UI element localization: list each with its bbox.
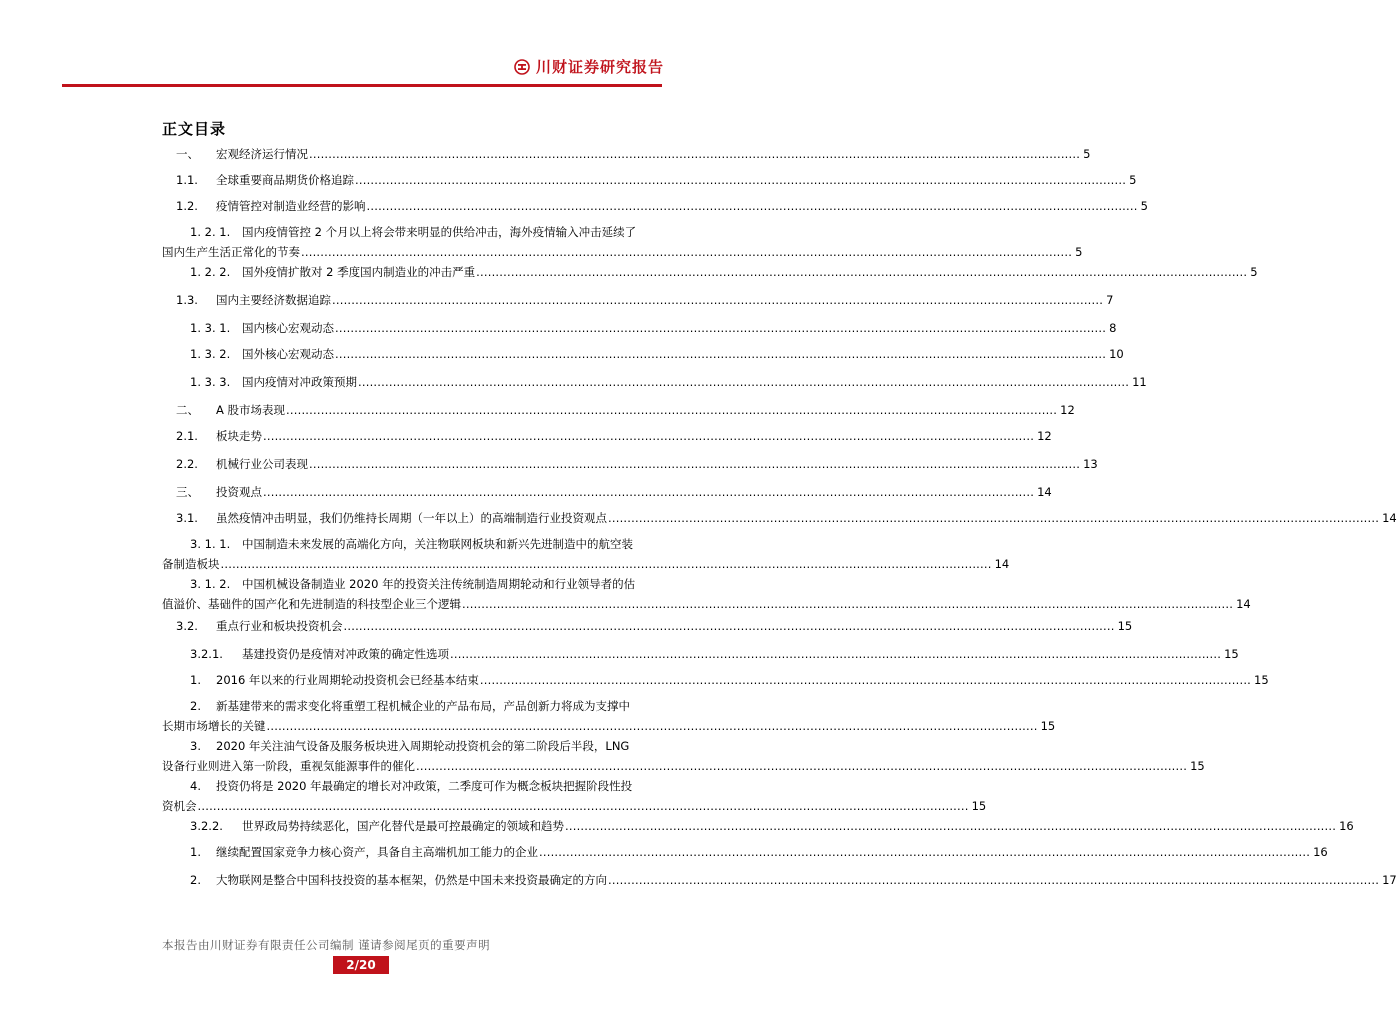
toc-entry-number: 1. 3. 3. [190, 375, 231, 389]
toc-entry-number: 1.2. [176, 199, 198, 213]
brand-name: 川财证券研究报告 [535, 58, 664, 76]
toc-entry-page: 5 [1083, 147, 1091, 161]
toc-entry-text: 设备行业则进入第一阶段，重视気能源事件的催化 [162, 759, 415, 773]
toc-entry-page: 14 [1382, 511, 1397, 525]
toc-entry-text: 国内疫情对冲政策预期 [242, 375, 357, 389]
toc-entry-text: 国内核心宏观动态 [242, 321, 334, 335]
dot-leader [355, 172, 1126, 188]
dot-leader [221, 556, 992, 572]
dot-leader [332, 292, 1103, 308]
toc-entry-text: 大物联网是整合中国科技投资的基本框架，仍然是中国未来投资最确定的方向 [216, 873, 607, 887]
toc-entry-number: 4. [190, 779, 201, 793]
toc-entry-text-line1: 国内疫情管控 2 个月以上将会带来明显的供给冲击，海外疫情输入冲击延续了 [242, 225, 637, 239]
toc-entry-page: 5 [1250, 265, 1258, 279]
toc-entry-text: 宏观经济运行情况 [216, 147, 308, 161]
dot-leader [267, 718, 1038, 734]
toc-entry-number: 2.1. [176, 429, 198, 443]
toc-entry-page: 15 [971, 799, 987, 813]
dot-leader [476, 264, 1247, 280]
header-rule [62, 84, 662, 87]
dot-leader [309, 146, 1080, 162]
dot-leader [480, 672, 1251, 688]
toc-entry-number: 2.2. [176, 457, 198, 471]
dot-leader [344, 618, 1115, 634]
brand [514, 56, 664, 77]
footer-disclaimer: 本报告由川财证券有限责任公司编制 谨请参阅尾页的重要声明 [162, 938, 491, 952]
dot-leader [263, 428, 1034, 444]
toc-entry-page: 15 [1117, 619, 1133, 633]
toc-entry-text: 世界政局势持续恶化，国产化替代是最可控最确定的领域和趋势 [242, 819, 564, 833]
toc-entry-number: 3.2.1. [190, 647, 223, 661]
toc-entry-number: 1. 3. 1. [190, 321, 231, 335]
toc-entry-page: 5 [1075, 245, 1083, 259]
toc-entry-number: 1. 2. 1. [190, 225, 231, 239]
toc-entry-text: 国内生产生活正常化的节奏 [162, 245, 300, 259]
toc-entry-page: 11 [1132, 375, 1147, 389]
dot-leader [608, 872, 1379, 888]
dot-leader [416, 758, 1187, 774]
toc-entry-number: 2. [190, 699, 201, 713]
toc-entry-page: 16 [1313, 845, 1328, 859]
toc-entry-number: 1. 2. 2. [190, 265, 231, 279]
toc-entry-text: 全球重要商品期货价格追踪 [216, 173, 354, 187]
toc-entry-number: 3.1. [176, 511, 198, 525]
dot-leader [263, 484, 1034, 500]
dot-leader [198, 798, 969, 814]
toc-title: 正文目录 [162, 120, 227, 138]
toc-entry-page: 13 [1083, 457, 1098, 471]
toc-entry-page: 5 [1129, 173, 1137, 187]
toc-entry-number: 1. [190, 673, 201, 687]
chuancai-logo-icon [514, 59, 530, 75]
toc-entry-text: 继续配置国家竞争力核心资产，具备自主高端机加工能力的企业 [216, 845, 538, 859]
toc-entry-text: 2016 年以来的行业周期轮动投资机会已经基本结束 [216, 673, 479, 687]
toc-entry-page: 15 [1190, 759, 1205, 773]
toc-entry-number: 一、 [176, 147, 199, 161]
toc-entry-text: 重点行业和板块投资机会 [216, 619, 343, 633]
page-number-badge: 2/20 [333, 956, 389, 974]
toc-entry-page: 15 [1254, 673, 1269, 687]
toc-entry-text: 机械行业公司表现 [216, 457, 308, 471]
toc-entry-number: 1.3. [176, 293, 198, 307]
dot-leader [358, 374, 1129, 390]
dot-leader [539, 844, 1310, 860]
toc-entry-page: 15 [1040, 719, 1056, 733]
toc-entry-page: 15 [1224, 647, 1239, 661]
toc-entry-text: 备制造板块 [162, 557, 220, 571]
toc-entry-page: 10 [1109, 347, 1124, 361]
toc-entry-text: 板块走势 [216, 429, 262, 443]
dot-leader [462, 596, 1233, 612]
toc-entry-text: 疫情管控对制造业经营的影响 [216, 199, 366, 213]
dot-leader [608, 510, 1379, 526]
toc-entry-text: 国外核心宏观动态 [242, 347, 334, 361]
toc-entry-number: 3.2. [176, 619, 198, 633]
toc-entry-text-line1: 中国制造未来发展的高端化方向，关注物联网板块和新兴先进制造中的航空装 [242, 537, 633, 551]
dot-leader [335, 320, 1106, 336]
toc-entry-number: 1. [190, 845, 201, 859]
toc-entry-page: 7 [1106, 293, 1114, 307]
toc-entry-text: 国内主要经济数据追踪 [216, 293, 331, 307]
toc-entry-number: 三、 [176, 485, 199, 499]
toc-entry-number: 1.1. [176, 173, 198, 187]
toc-entry-number: 3. 1. 1. [190, 537, 231, 551]
dot-leader [335, 346, 1106, 362]
toc-entry-text: 值溢价、基础件的国产化和先进制造的科技型企业三个逻辑 [162, 597, 461, 611]
toc-entry-page: 16 [1339, 819, 1354, 833]
toc-entry-page: 12 [1037, 429, 1052, 443]
toc-entry-text-line1: 2020 年关注油气设备及服务板块进入周期轮动投资机会的第二阶段后半段，LNG [216, 739, 630, 753]
toc-entry-text-line1: 投资仍将是 2020 年最确定的增长对冲政策，二季度可作为概念板块把握阶段性投 [216, 779, 633, 793]
toc-entry-text: A 股市场表现 [216, 403, 286, 417]
toc-entry-number: 3. 1. 2. [190, 577, 231, 591]
dot-leader [309, 456, 1080, 472]
toc-entry-text: 投资观点 [216, 485, 262, 499]
toc-entry-text: 资机会 [162, 799, 197, 813]
toc-entry-page: 5 [1140, 199, 1148, 213]
dot-leader [367, 198, 1138, 214]
toc-entry-page: 12 [1060, 403, 1075, 417]
toc-entry-page: 14 [1236, 597, 1251, 611]
toc-entry-text: 基建投资仍是疫情对冲政策的确定性选项 [242, 647, 449, 661]
toc-entry-number: 1. 3. 2. [190, 347, 231, 361]
toc-entry-text-line1: 新基建带来的需求变化将重塑工程机械企业的产品布局，产品创新力将成为支撑中 [216, 699, 630, 713]
toc-entry-page: 14 [994, 557, 1010, 571]
toc-entry-number: 2. [190, 873, 201, 887]
toc-entry-page: 17 [1382, 873, 1397, 887]
toc-entry-text-line1: 中国机械设备制造业 2020 年的投资关注传统制造周期轮动和行业领导者的估 [242, 577, 636, 591]
dot-leader [301, 244, 1072, 260]
page-header [0, 0, 724, 90]
toc-entry-page: 14 [1037, 485, 1052, 499]
toc-entry-number: 3.2.2. [190, 819, 223, 833]
dot-leader [565, 818, 1336, 834]
toc-entry-number: 3. [190, 739, 201, 753]
toc-entry-text: 虽然疫情冲击明显，我们仍维持长周期（一年以上）的高端制造行业投资观点 [216, 511, 607, 525]
dot-leader [450, 646, 1221, 662]
toc-entry-page: 8 [1109, 321, 1117, 335]
toc-entry-number: 二、 [176, 403, 199, 417]
toc-entry-text: 长期市场增长的关键 [162, 719, 266, 733]
dot-leader [286, 402, 1057, 418]
toc-entry-text: 国外疫情扩散对 2 季度国内制造业的冲击严重 [242, 265, 476, 279]
